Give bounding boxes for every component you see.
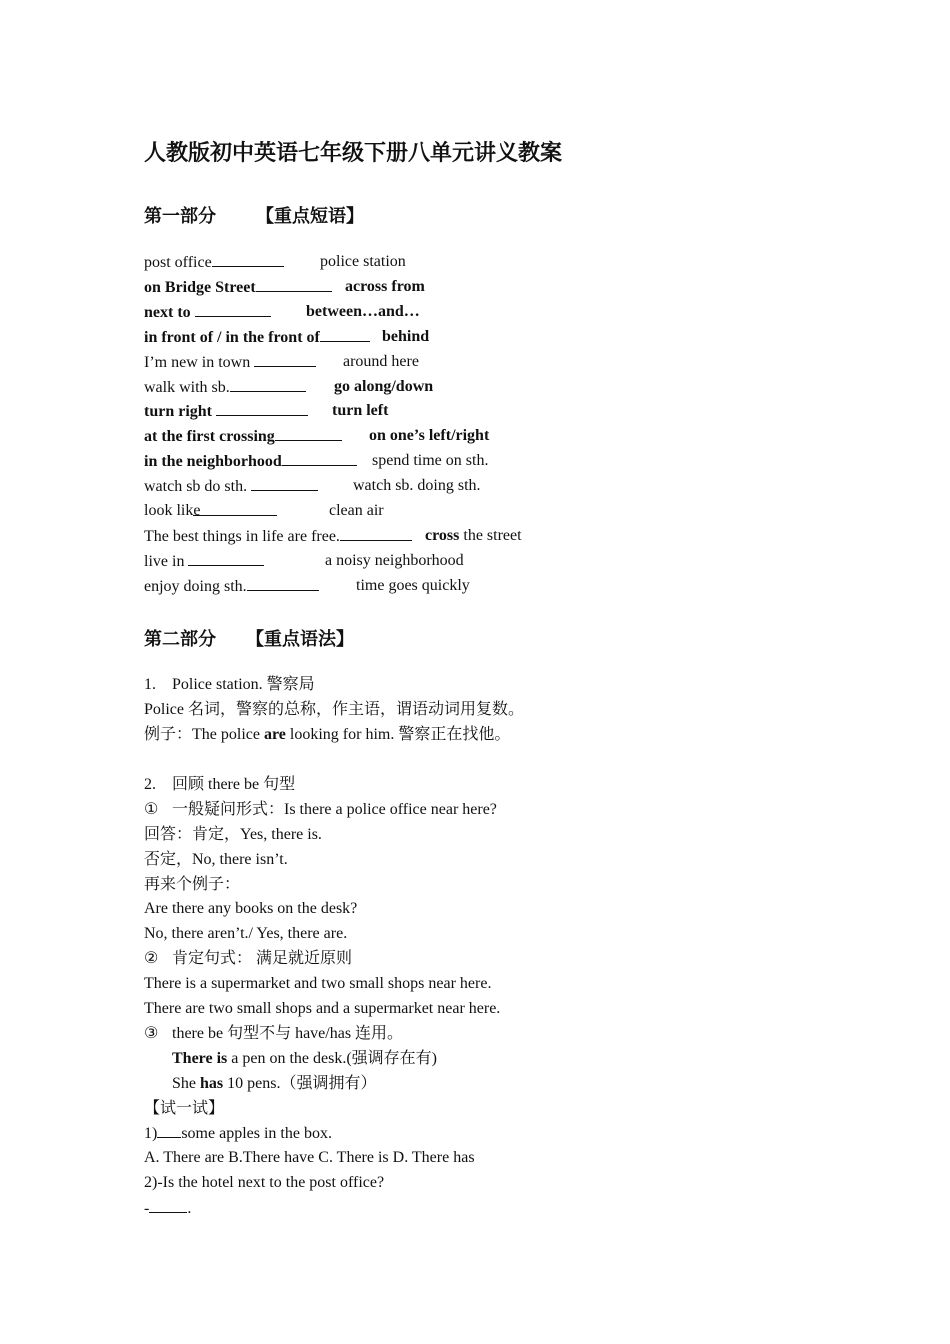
phrase-right: [306, 301, 420, 323]
grammar2-example1-bold: There is: [172, 1050, 228, 1067]
phrase-left: [144, 326, 370, 349]
phrase-row: [144, 550, 844, 572]
grammar2-point2: [144, 948, 352, 970]
phrase-left-text: walk with sb.: [144, 378, 230, 396]
grammar2-question2: Are there any books on the desk?: [144, 900, 358, 917]
phrase-left-text: watch sb do sth.: [144, 478, 252, 496]
phrase-right-text: between…and…: [306, 302, 420, 320]
phrase-blank[interactable]: [212, 251, 284, 267]
grammar1-example-post: looking for him. 警察正在找他。: [285, 726, 511, 743]
phrase-right: [334, 376, 433, 398]
phrase-left: [144, 500, 277, 522]
try-q2-period: .: [187, 1200, 192, 1217]
phrase-left-text: next to: [144, 303, 195, 321]
phrase-row: [144, 351, 844, 373]
part2-heading: [144, 625, 354, 651]
phrase-left: [144, 351, 316, 374]
phrase-right: [382, 326, 429, 348]
phrase-right-text: clean air: [329, 502, 384, 519]
phrase-right-text: go along/down: [334, 377, 434, 395]
document-title: 人教版初中英语七年级下册八单元讲义教案: [144, 140, 563, 165]
phrase-left: [144, 301, 271, 324]
try-q2-dash: -: [144, 1200, 150, 1217]
grammar2-example2-bold: has: [200, 1075, 224, 1092]
phrase-row: [144, 475, 844, 497]
try-label: 【试一试】: [144, 1100, 225, 1117]
part1-label: 第一部分: [144, 206, 216, 226]
grammar2-more: 再来个例子：: [144, 876, 241, 893]
phrase-left-text: post office: [144, 254, 212, 271]
phrase-left: [144, 575, 319, 598]
grammar2-point1: [144, 799, 497, 821]
circled-3: ③: [144, 1025, 159, 1042]
phrase-right-text: behind: [382, 327, 430, 345]
phrase-blank[interactable]: [251, 475, 318, 491]
phrase-left: [144, 400, 308, 423]
phrase-left: [144, 450, 357, 473]
phrase-row: [144, 500, 844, 522]
grammar2-sentence2: There are two small shops and a supermarket near here.: [144, 1000, 501, 1017]
grammar2-example2-pre: She: [172, 1075, 200, 1092]
phrase-right-text: time goes quickly: [356, 576, 470, 594]
phrase-left-text: on Bridge Street: [144, 278, 256, 296]
try-question2: 2)-Is the hotel next to the post office?: [144, 1174, 385, 1191]
phrase-right: [343, 351, 419, 373]
grammar1-example: [144, 724, 510, 746]
phrase-right: [320, 251, 406, 273]
grammar2-answer-yes: 回答：肯定，Yes, there is.: [144, 826, 322, 843]
phrase-left-text: at the first crossing: [144, 428, 275, 446]
grammar1-example-bold: are: [263, 726, 286, 743]
phrase-right-text: a noisy neighborhood: [325, 551, 464, 569]
phrase-blank[interactable]: [216, 400, 308, 416]
phrase-left: [144, 376, 306, 399]
try-q2-blank[interactable]: [149, 1197, 187, 1213]
phrase-blank[interactable]: [256, 276, 332, 292]
try-question1-options: A. There are B.There have C. There is D. There has: [144, 1149, 475, 1166]
phrase-row: [144, 276, 844, 298]
phrase-right-text: across from: [345, 277, 425, 295]
phrase-left-text: enjoy doing sth.: [144, 577, 247, 595]
grammar1-example-pre: 例子：The police: [144, 726, 264, 743]
phrase-row: [144, 525, 844, 547]
grammar2-number: 2.: [144, 776, 156, 793]
phrase-left: [144, 475, 318, 498]
phrase-blank[interactable]: [193, 500, 277, 519]
phrase-right-text: spend time on sth.: [372, 452, 489, 470]
phrase-left: [144, 425, 342, 448]
grammar1-number: 1.: [144, 676, 156, 693]
phrase-left-text: in front of / in the front of: [144, 328, 320, 346]
part1-heading: [144, 202, 364, 228]
phrase-right-text: on one’s left/right: [369, 427, 490, 445]
grammar1-head-text: Police station. 警察局: [172, 676, 315, 693]
phrase-right-text: around here: [343, 352, 419, 370]
phrase-left-text: in the neighborhood: [144, 453, 282, 471]
grammar2-answer2: No, there aren’t./ Yes, there are.: [144, 925, 348, 942]
grammar2-point3: [144, 1023, 403, 1045]
phrase-right-text: police station: [320, 253, 406, 270]
phrase-left-tail: e: [193, 502, 201, 519]
phrase-row: [144, 425, 844, 447]
try-q1-blank[interactable]: [157, 1122, 181, 1138]
phrase-blank[interactable]: [195, 301, 271, 317]
phrase-row: [144, 251, 844, 273]
phrase-left: [144, 525, 412, 548]
grammar2-example1: [172, 1048, 437, 1070]
phrase-row: [144, 400, 844, 422]
phrase-blank[interactable]: [254, 351, 316, 367]
grammar2-example2-post: 10 pens.（强调拥有）: [223, 1075, 377, 1092]
grammar2-example1-post: a pen on the desk.(强调存在有): [227, 1050, 438, 1067]
grammar2-point1-text: 一般疑问形式：Is there a police office near here?: [172, 801, 497, 818]
grammar2-heading: [144, 774, 295, 796]
circled-2: ②: [144, 950, 159, 967]
part2-bracket: 【重点语法】: [246, 629, 354, 649]
grammar2-example2: [172, 1073, 376, 1095]
phrase-right: [329, 500, 384, 522]
try-question2-answer: [144, 1197, 191, 1219]
phrase-right: [353, 475, 481, 497]
phrase-blank[interactable]: [320, 326, 370, 342]
grammar2-point3-text: there be 句型不与 have/has 连用。: [172, 1025, 404, 1042]
circled-1: ①: [144, 801, 159, 818]
try-q1-number: 1): [144, 1125, 158, 1142]
part1-bracket: 【重点短语】: [256, 206, 364, 226]
phrase-left: [144, 251, 284, 274]
phrase-left-text: look lik: [144, 502, 194, 519]
grammar2-head-text: 回顾 there be 句型: [172, 776, 296, 793]
part2-label: 第二部分: [144, 629, 216, 649]
phrase-left-text: I’m new in town: [144, 353, 255, 371]
phrase-row: [144, 326, 844, 348]
phrase-blank[interactable]: [275, 425, 342, 441]
try-question1: [144, 1122, 332, 1144]
phrase-blank[interactable]: [230, 376, 306, 392]
try-q1-text: some apples in the box.: [181, 1125, 332, 1142]
phrase-left-text: turn right: [144, 403, 216, 421]
grammar1-line1: Police 名词，警察的总称，作主语，谓语动词用复数。: [144, 701, 524, 718]
phrase-right-bold: cross: [425, 526, 460, 544]
phrase-right-text: turn left: [332, 402, 389, 420]
phrase-right-text: watch sb. doing sth.: [353, 477, 481, 495]
phrase-row: [144, 301, 844, 323]
phrase-left: [144, 276, 332, 299]
phrase-right: [345, 276, 425, 298]
grammar1-heading: [144, 674, 315, 696]
phrase-blank[interactable]: [247, 575, 319, 591]
phrase-right: [369, 425, 489, 447]
phrase-blank[interactable]: [282, 450, 357, 466]
phrase-right: [372, 450, 488, 472]
phrase-right: [325, 550, 464, 572]
phrase-right: [356, 575, 470, 597]
phrase-row: [144, 575, 844, 597]
phrase-left-text: The best things in life are free.: [144, 527, 340, 545]
phrase-row: [144, 450, 844, 472]
grammar2-point2-text: 肯定句式： 满足就近原则: [172, 950, 353, 967]
phrase-blank[interactable]: [340, 525, 412, 541]
phrase-row: [144, 376, 844, 398]
phrase-right: [425, 525, 522, 547]
phrase-right-text: the street: [459, 526, 522, 544]
phrase-left-text: live in: [144, 552, 189, 570]
phrase-blank[interactable]: [188, 550, 264, 566]
phrase-right: [332, 400, 388, 422]
phrase-left: [144, 550, 264, 573]
grammar2-sentence1: There is a supermarket and two small shops near here.: [144, 975, 492, 992]
grammar2-answer-no: 否定，No, there isn’t.: [144, 851, 288, 868]
